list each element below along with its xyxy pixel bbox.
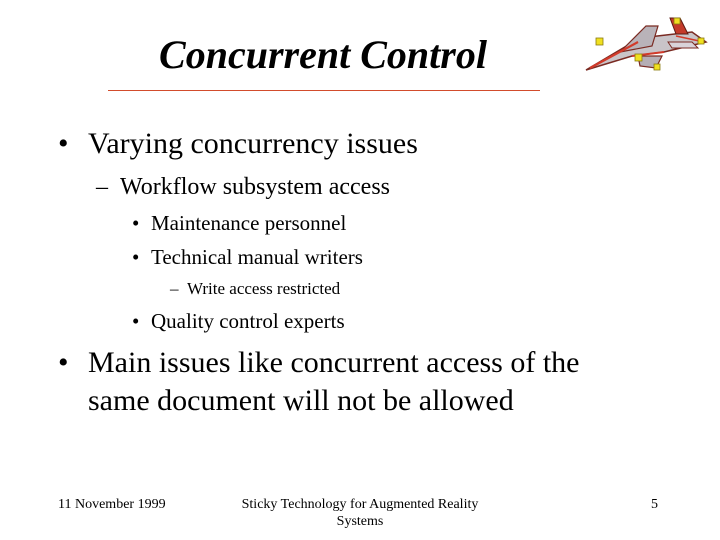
bullet-text: Workflow subsystem access	[120, 174, 391, 200]
bullet-marker: –	[96, 174, 108, 200]
slide-title: Concurrent Control	[159, 32, 487, 77]
bullet-marker: •	[132, 309, 140, 333]
footer-title	[230, 496, 490, 530]
footer-date: 11 November 1999	[58, 497, 166, 512]
title-underline	[108, 90, 540, 91]
bullet-continuation: same document will not be allowed	[88, 384, 514, 417]
bullet-text: Varying concurrency issues	[88, 127, 418, 160]
bullet-text: Technical manual writers	[151, 245, 363, 269]
bullet-marker: •	[132, 211, 140, 235]
bullet-text: Write access restricted	[187, 279, 341, 298]
footer-title-line2: Systems	[336, 514, 384, 529]
jet-aircraft-icon	[580, 12, 710, 76]
bullet-marker: –	[170, 279, 179, 298]
bullet-marker: •	[58, 127, 69, 160]
bullet-marker: •	[58, 346, 69, 379]
bullet-text: Maintenance personnel	[151, 211, 347, 235]
bullet-text: Quality control experts	[151, 309, 345, 333]
bullet-text: Main issues like concurrent access of the	[88, 346, 580, 379]
bullet-marker: •	[132, 245, 140, 269]
page-number: 5	[651, 497, 658, 512]
footer-title-line1: Sticky Technology for Augmented Reality	[241, 497, 479, 512]
